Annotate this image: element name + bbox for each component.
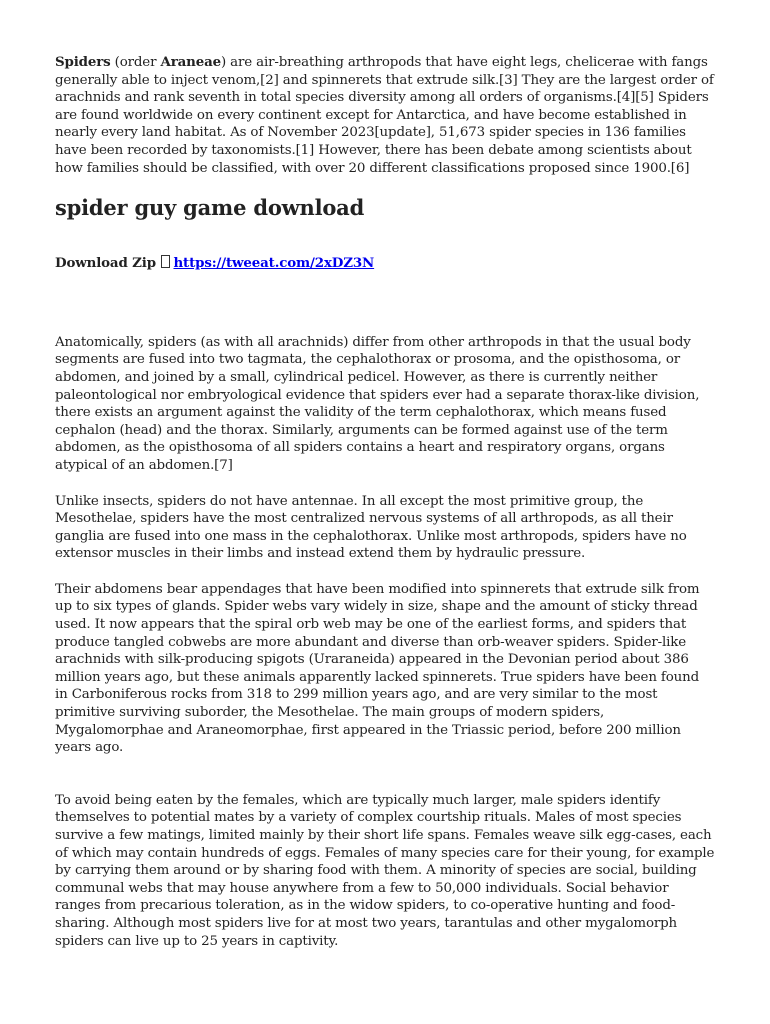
intro-order: Araneae: [160, 54, 221, 70]
intro-text-2: ) are air-breathing arthropods that have eight legs, chelicerae with fangs generally able to inject venom,[2] and spinnerets that extrude silk.[3] They are the largest order of arachnids and rank seventh in total species diversity among all orders of organisms.[4][5] Spiders are found worldwide on every continent except for Antarctica, and have become established in nearly every land habitat. As of November 2023[update], 51,673 spider species in 136 families have been recorded by taxonomists.[1] However, there has been debate among scientists about how families should be classified, with over 20 different classifications proposed since 1900.[6]: [55, 55, 714, 176]
intro-term: Spiders: [55, 54, 111, 70]
download-label: Download Zip: [55, 255, 156, 272]
body-paragraph-anatomy: Anatomically, spiders (as with all arachnids) differ from other arthropods in that the usual body segments are fused into two tagmata, the cephalothorax or prosoma, and the opisthosoma, or abdomen, and joined by a small, cylindrical pedicel. However, as there is currently neither paleontological nor embryological evidence that spiders ever had a separate thorax-like division, there exists an argument against the validity of the term cephalothorax, which means fused cephalon (head) and the thorax. Similarly, arguments can be formed against use of the term abdomen, as the opisthosoma of all spiders contains a heart and respiratory organs, organs atypical of an abdomen.[7]: [55, 334, 700, 473]
download-line: [55, 255, 715, 273]
body-paragraph-spinnerets: Their abdomens bear appendages that have been modified into spinnerets that extrude silk from up to six types of glands. Spider webs vary widely in size, shape and the amount of sticky thread used. It now appears that the spiral orb web may be one of the earliest forms, and spiders that produce tangled cobwebs are more abundant and diverse than orb-weaver spiders. Spider-like arachnids with silk-producing spigots (Uraraneida) appeared in the Devonian period about 386 million years ago, but these animals apparently lacked spinnerets. True spiders have been found in Carboniferous rocks from 318 to 299 million years ago, and are very similar to the most primitive surviving suborder, the Mesothelae. The main groups of modern spiders, Mygalomorphae and Araneomorphae, first appeared in the Triassic period, before 200 million years ago.: [55, 581, 700, 756]
page-heading: spider guy game download: [55, 195, 365, 221]
intro-paragraph: [55, 54, 715, 177]
intro-text-1: (order: [110, 55, 161, 70]
body-paragraph-courtship: To avoid being eaten by the females, which are typically much larger, male spiders identify themselves to potential mates by a variety of complex courtship rituals. Males of most species survive a few matings, limited mainly by their short life spans. Females weave silk egg-cases, each of which may contain hundreds of eggs. Females of many species care for their young, for example by carrying them around or by sharing food with them. A minority of species are social, building communal webs that may house anywhere from a few to 50,000 individuals. Social behavior ranges from precarious toleration, as in the widow spiders, to co-operative hunting and food-sharing. Although most spiders live for at most two years, tarantulas and other mygalomorph spiders can live up to 25 years in captivity.: [55, 792, 715, 949]
download-link[interactable]: https://tweeat.com/2xDZ3N: [173, 255, 375, 272]
box-glyph-icon: [161, 255, 170, 268]
body-paragraph-antennae: Unlike insects, spiders do not have antennae. In all except the most primitive group, the Mesothelae, spiders have the most centralized nervous systems of all arthropods, as all their ganglia are fused into one mass in the cephalothorax. Unlike most arthropods, spiders have no extensor muscles in their limbs and instead extend them by hydraulic pressure.: [55, 493, 687, 562]
